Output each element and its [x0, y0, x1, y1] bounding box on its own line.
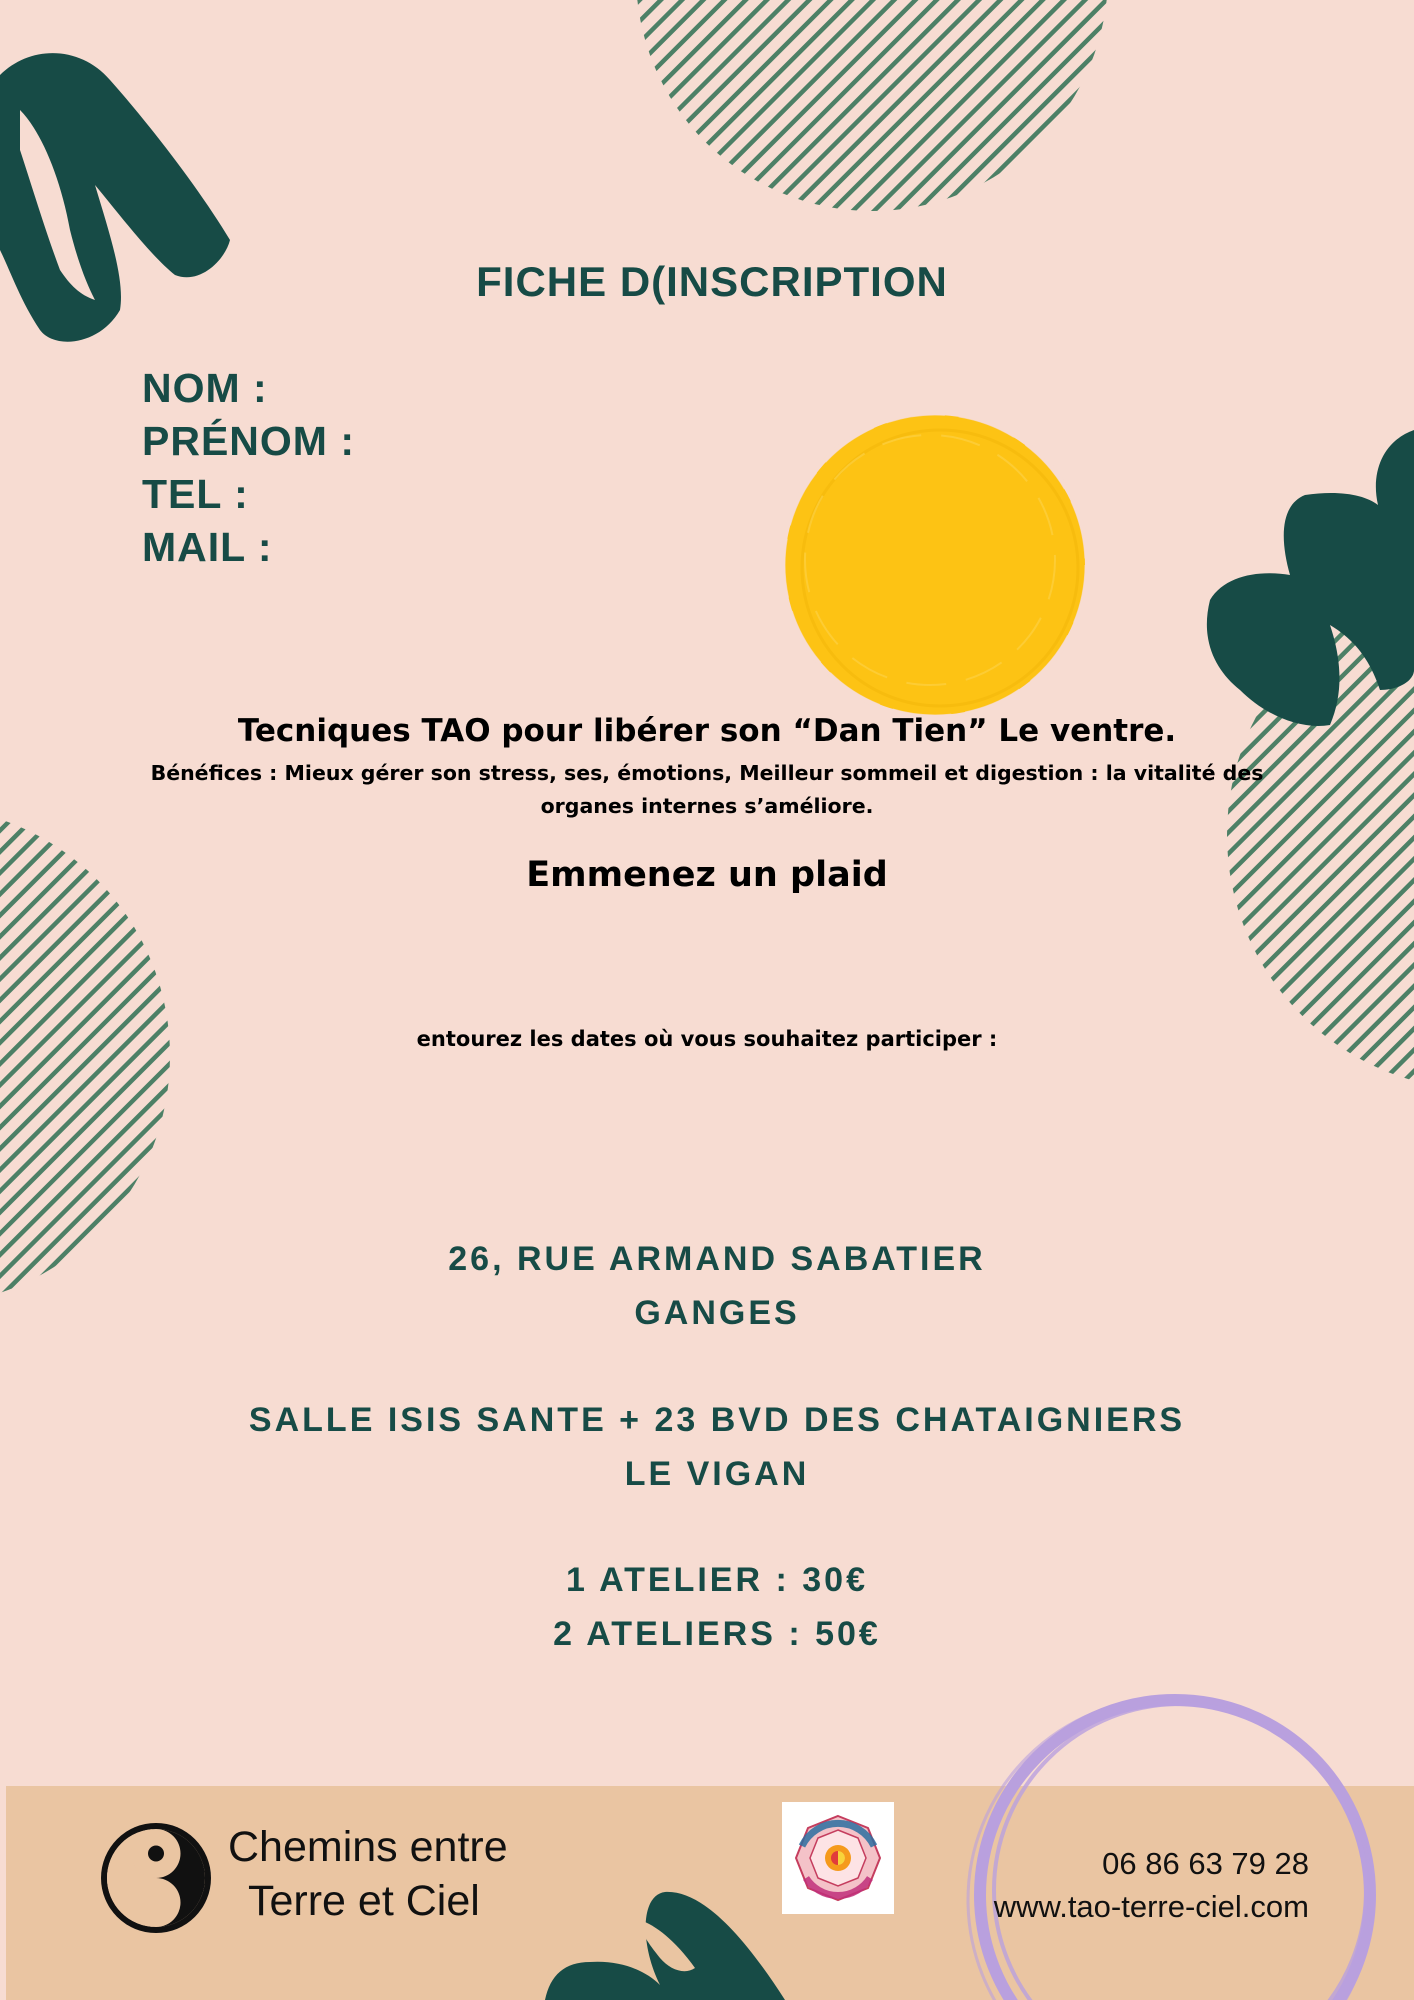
hatched-circle-top [636, 0, 1108, 211]
address-vigan-street: SALLE ISIS SANTE + 23 BVD DES CHATAIGNIERS [248, 1401, 1186, 1439]
brand-line-2: Terre et Ciel [248, 1877, 480, 1925]
sun-icon [783, 413, 1087, 717]
field-prenom-label: PRÉNOM : [142, 418, 355, 464]
address-ganges [0, 1232, 1414, 1340]
field-tel-label: TEL : [142, 471, 249, 517]
pricing [0, 1553, 1414, 1661]
address-vigan-city: LE VIGAN [624, 1455, 810, 1493]
yin-yang-icon [98, 1820, 214, 1936]
healing-tao-badge [782, 1802, 894, 1914]
form-title: FICHE D(INSCRIPTION [476, 258, 948, 305]
brand-line-1: Chemins entre [228, 1823, 508, 1871]
form-fields [142, 362, 355, 574]
contact-info [994, 1842, 1309, 1928]
price-two-workshops: 2 ATELIERS : 50€ [553, 1615, 881, 1653]
field-mail-label: MAIL : [142, 524, 273, 570]
address-vigan [0, 1393, 1414, 1501]
workshop-headline: Tecniques TAO pour libérer son “Dan Tien” Le ventre. [237, 713, 1177, 749]
phone-number: 06 86 63 79 28 [1102, 1846, 1309, 1881]
field-nom-label: NOM : [142, 365, 268, 411]
price-one-workshop: 1 ATELIER : 30€ [566, 1561, 868, 1599]
workshop-benefits: Bénéfices : Mieux gérer son stress, ses, émotions, Meilleur sommeil et digestion : la vitalité des organes internes s’améliore. [150, 761, 1264, 818]
brush-stroke-right [1207, 430, 1414, 726]
dates-instruction: entourez les dates où vous souhaitez participer : [416, 1027, 998, 1051]
brand-name [228, 1820, 508, 1928]
address-ganges-city: GANGES [634, 1294, 800, 1332]
address-ganges-street: 26, RUE ARMAND SABATIER [448, 1240, 986, 1278]
blanket-reminder: Emmenez un plaid [526, 855, 888, 895]
website-link[interactable]: www.tao-terre-ciel.com [993, 1889, 1309, 1924]
